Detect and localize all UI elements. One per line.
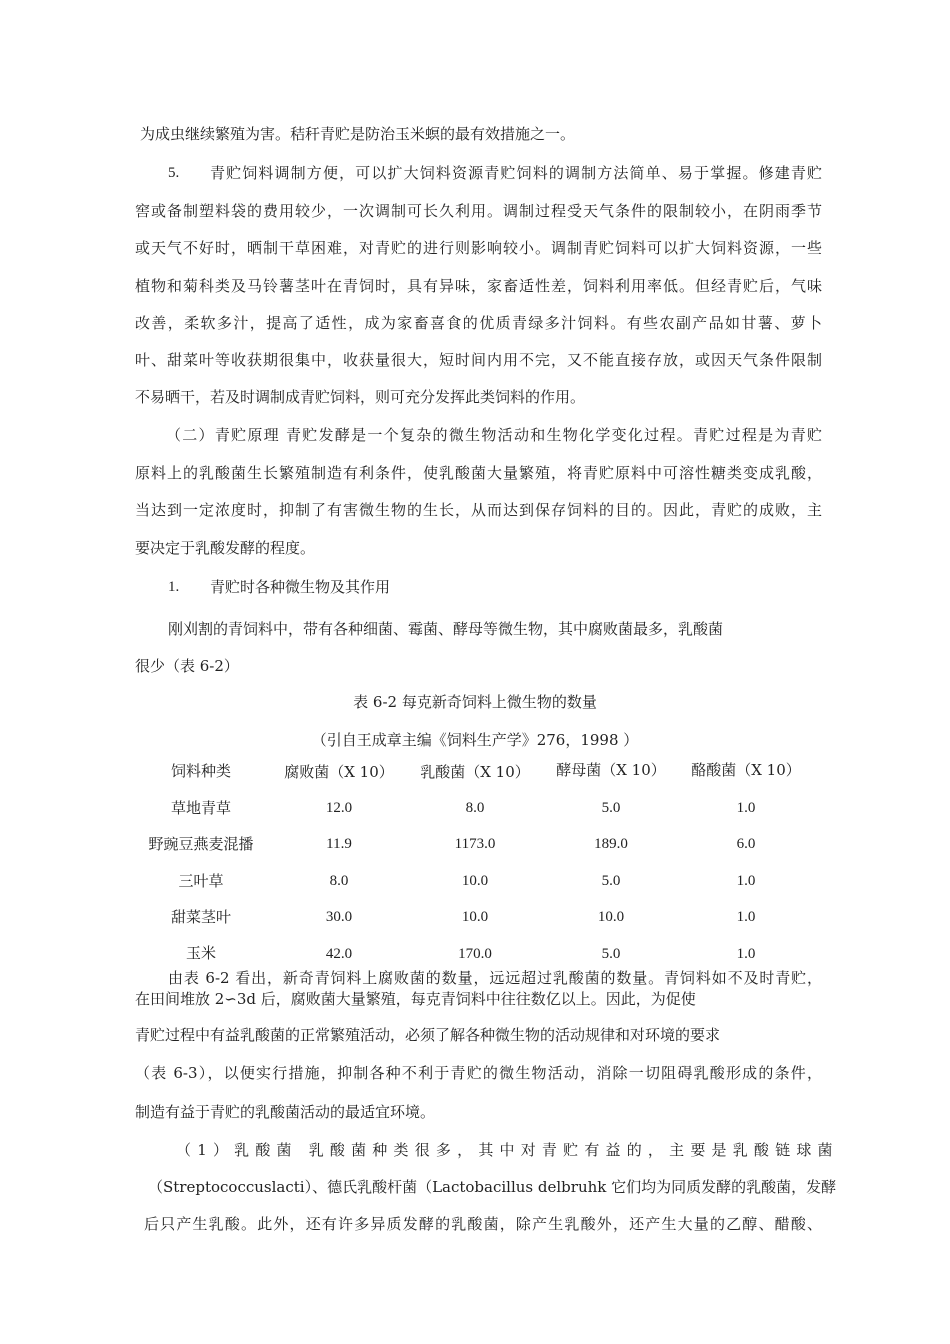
table-cell: 189.0 (594, 836, 628, 852)
table-cell: 草地青草 (170, 799, 231, 817)
table-cell: 5.0 (601, 800, 621, 816)
table-cell: 170.0 (458, 946, 492, 962)
table-cell: 6.0 (736, 836, 756, 852)
table-cell: 12.0 (325, 800, 353, 816)
table-cell: 10.0 (597, 909, 625, 925)
list-number: 5. (168, 165, 180, 181)
text-line: 窖或备制塑料袋的费用较少，一次调制可长久利用。调制过程受天气条件的限制较小，在阴雨季节 (135, 202, 822, 220)
table-cell: 野豌豆燕麦混播 (148, 835, 254, 853)
text-line: 后只产生乳酸。此外，还有许多异质发酵的乳酸菌，除产生乳酸外，还产生大量的乙醇、醋酸、 (144, 1215, 822, 1233)
text-line: 或天气不好时，晒制干草困难，对青贮的进行则影响较小。调制青贮饲料可以扩大饲料资源，一些 (135, 239, 822, 257)
text-line: 青贮过程中有益乳酸菌的正常繁殖活动，必须了解各种微生物的活动规律和对环境的要求 (135, 1026, 721, 1044)
text-line: （Streptococcuslacti）、德氏乳酸杆菌（Lactobacillus delbruhk 它们均为同质发酵的乳酸菌，发酵 (148, 1178, 837, 1196)
section-heading: 青贮时各种微生物及其作用 (210, 578, 391, 596)
table-cell: 8.0 (329, 873, 349, 889)
table-cell: 1.0 (736, 946, 756, 962)
table-cell: 玉米 (185, 944, 216, 962)
table-cell: 1173.0 (454, 836, 496, 852)
table-cell: 1.0 (736, 800, 756, 816)
table-cell: 1.0 (736, 873, 756, 889)
text-line: （表 6-3），以便实行措施，抑制各种不利于青贮的微生物活动，消除一切阻碍乳酸形成的条件， (135, 1064, 822, 1082)
table-cell: 三叶草 (178, 872, 224, 890)
text-line: 由表 6-2 看出，新奇青饲料上腐败菌的数量，远远超过乳酸菌的数量。青饲料如不及时青贮， (168, 969, 822, 987)
table-cell: 1.0 (736, 909, 756, 925)
table-cell: 8.0 (465, 800, 485, 816)
text-line: 在田间堆放 2∽3d 后，腐败菌大量繁殖，每克青饲料中往往数亿以上。因此，为促使 (135, 990, 696, 1008)
table-cell: 5.0 (601, 946, 621, 962)
table-cell: 11.9 (326, 836, 352, 852)
text-line: 青贮饲料调制方便，可以扩大饲料资源青贮饲料的调制方法简单、易于掌握。修建青贮 (210, 164, 822, 182)
table-header-cell: 酵母菌（X 10） (556, 761, 666, 779)
list-number: 1. (168, 579, 180, 595)
table-cell: 10.0 (461, 909, 489, 925)
text-line: 刚刈割的青饲料中，带有各种细菌、霉菌、酵母等微生物，其中腐败菌最多，乳酸菌 (168, 620, 724, 638)
text-line: （1）乳酸菌 乳酸菌种类很多，其中对青贮有益的，主要是乳酸链球菌 (176, 1141, 839, 1159)
text-line: （二）青贮原理 青贮发酵是一个复杂的微生物活动和生物化学变化过程。青贮过程是为青贮 (166, 426, 822, 444)
text-line: 植物和菊科类及马铃薯茎叶在青饲时，具有异味，家畜适性差，饲料利用率低。但经青贮后，气味 (135, 277, 822, 295)
table-title: 表 6-2 每克新奇饲料上微生物的数量 (353, 693, 597, 711)
table-cell: 30.0 (325, 909, 353, 925)
text-line: 原料上的乳酸菌生长繁殖制造有利条件，使乳酸菌大量繁殖，将青贮原料中可溶性糖类变成乳酸， (135, 464, 822, 482)
text-line: 制造有益于青贮的乳酸菌活动的最适宜环境。 (135, 1103, 436, 1121)
table-cell: 5.0 (601, 873, 621, 889)
text-line: 当达到一定浓度时，抑制了有害微生物的生长，从而达到保存饲料的目的。因此，青贮的成败，主 (135, 501, 822, 519)
text-line: 为成虫继续繁殖为害。秸秆青贮是防治玉米螟的最有效措施之一。 (140, 125, 576, 143)
text-line: 很少（表 6-2） (135, 657, 239, 675)
table-header-cell: 腐败菌（X 10） (284, 763, 394, 781)
text-line: 不易晒干，若及时调制成青贮饲料，则可充分发挥此类饲料的作用。 (135, 388, 586, 406)
text-line: 要决定于乳酸发酵的程度。 (135, 539, 316, 557)
text-line: 改善，柔软多汁，提高了适性，成为家畜喜食的优质青绿多汁饲料。有些农副产品如甘薯、萝卜 (135, 314, 822, 332)
text-line: 叶、甜菜叶等收获期很集中，收获量很大，短时间内用不完，又不能直接存放，或因天气条件限制 (135, 351, 822, 369)
table-cell: 甜菜茎叶 (170, 908, 231, 926)
table-cell: 10.0 (461, 873, 489, 889)
table-header-cell: 酪酸菌（X 10） (691, 761, 801, 779)
table-header-cell: 乳酸菌（X 10） (420, 763, 530, 781)
table-header-cell: 饲料种类 (170, 762, 231, 780)
table-cell: 42.0 (325, 946, 353, 962)
table-source: （引自王成章主编《饲料生产学》276，1998 ） (311, 731, 639, 749)
